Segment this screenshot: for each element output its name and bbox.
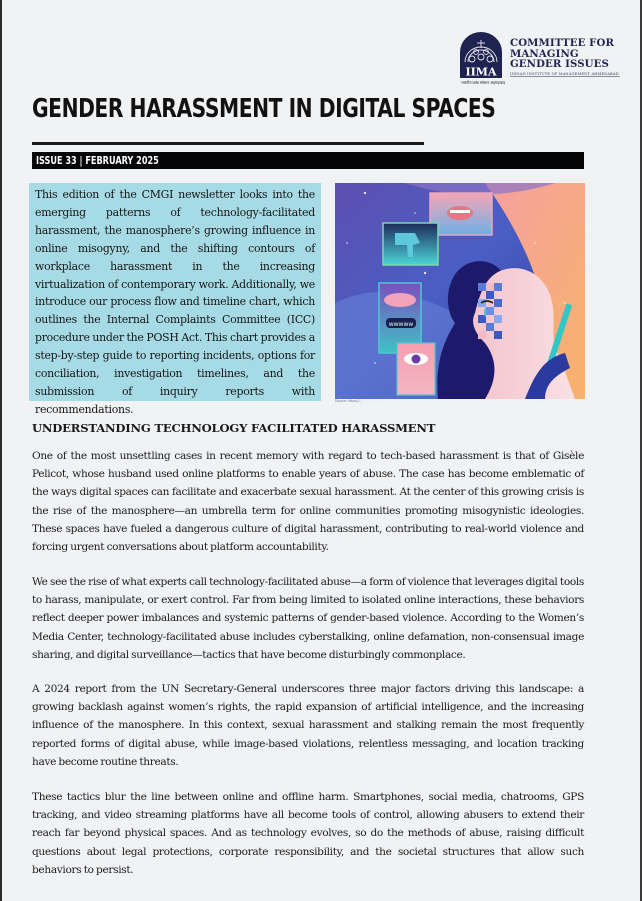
intro-text: This edition of the CMGI newsletter looks into the emerging patterns of technology-facilitated harassment, the manosphere’s growing influence in online misogyny, and the shifting contours of workplace harassment in the increasing virtualization of contemporary work. Additionally, we introduce our process flow and timeline chart, which outlines the Internal Complaints Committee (ICC) procedure under the POSH Act. This chart provides a step-by-step guide to reporting incidents, options for conciliation, investigation timelines, and the submission of inquiry reports with recommendations.: [35, 188, 315, 416]
image-caption: Source: https://...: [335, 399, 363, 403]
eye-card: [397, 343, 435, 395]
issue-bar: [32, 152, 584, 169]
intro-box: [29, 183, 321, 416]
cmgi-logo: [457, 32, 632, 92]
logo-hindi-text: भारतीय प्रबंध संस्थान अहमदाबाद: [461, 80, 505, 85]
emblem-text: IIMA: [465, 65, 497, 79]
committee-name: [510, 38, 614, 70]
chat-bubble-text: wwwww: [388, 321, 414, 328]
institute-name: INDIAN INSTITUTE OF MANAGEMENT AHMEDABAD: [510, 72, 619, 76]
title-divider: [32, 142, 424, 145]
body-paragraph: These tactics blur the line between online and offline harm. Smartphones, social media, chatrooms, GPS tracking, and video streaming platforms have all become tools of control, allowing abusers to extend their reach far beyond physical spaces. And as technology evolves, so do the methods of abuse, raising difficult questions about legal protections, corporate responsibility, and the societal structures that allow such behaviors to persist.: [32, 791, 584, 876]
section-heading: UNDERSTANDING TECHNOLOGY FACILITATED HARASSMENT: [32, 421, 436, 435]
body-paragraph: One of the most unsettling cases in recent memory with regard to tech-based harassment is that of Gisèle Pelicot, whose husband used online platforms to enable years of abuse. The case has become emblematic of the ways digital spaces can facilitate and exacerbate sexual harassment. At the center of this growing crisis is the rise of the manosphere—an umbrella term for online communities promoting misogynistic ideologies. These spaces have fueled a dangerous culture of digital harassment, contributing to real-world violence and forcing urgent conversations about platform accountability.: [32, 450, 584, 554]
committee-name-line: MANAGING: [510, 47, 579, 60]
newsletter-title: GENDER HARASSMENT IN DIGITAL SPACES: [32, 94, 496, 124]
issue-label: ISSUE 33 | FEBRUARY 2025: [36, 154, 159, 167]
committee-name-line: COMMITTEE FOR: [510, 37, 615, 49]
body-paragraph: We see the rise of what experts call technology-facilitated abuse—a form of violence that leverages digital tools to harass, manipulate, or exert control. Far from being limited to isolated online interactions, these behaviors reflect deeper power imbalances and systemic patterns of gender-based violence. According to the Women’s Media Center, technology-facilitated abuse includes cyberstalking, online defamation, non-consensual image sharing, and digital surveillance—tactics that have become disturbingly commonplace.: [32, 576, 584, 661]
iima-emblem-icon: [457, 32, 505, 80]
chat-bubble-pink: [384, 293, 416, 307]
committee-name-line: GENDER ISSUES: [510, 58, 609, 71]
illustration: [335, 183, 585, 399]
harassment-illustration: [335, 183, 585, 399]
body-paragraph: A 2024 report from the UN Secretary-General underscores three major factors driving this landscape: a growing backlash against women’s rights, the rapid expansion of artificial intelligence, and the increasing influence of the manosphere. In this context, sexual harassment and stalking remain the most frequently reported forms of digital abuse, while image-based violations, relentless messaging, and location tracking have become routine threats.: [32, 683, 584, 768]
